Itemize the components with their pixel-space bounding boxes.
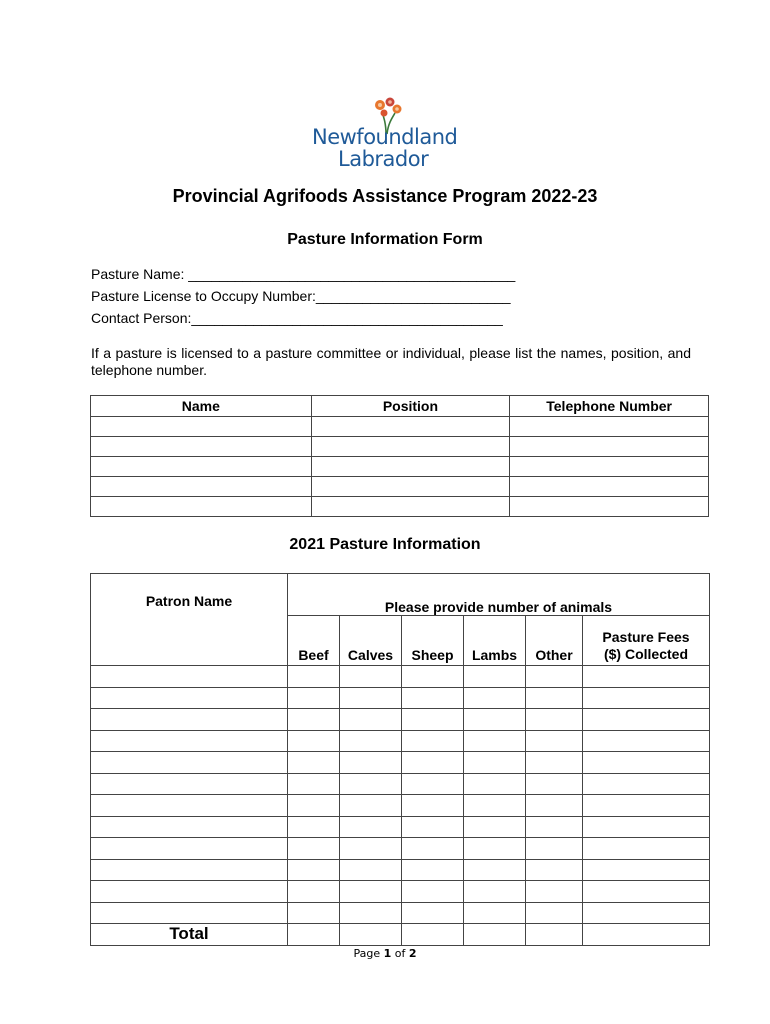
other-cell[interactable] (526, 666, 583, 688)
calves-cell[interactable] (340, 902, 402, 924)
lambs-cell[interactable] (464, 687, 526, 709)
pasture-fees-column-header (583, 616, 710, 666)
table-row (91, 687, 710, 709)
lambs-cell[interactable] (464, 902, 526, 924)
position-column-header: Position (311, 396, 510, 417)
total-other-cell[interactable] (526, 924, 583, 946)
total-label: Total (91, 924, 288, 946)
name-cell[interactable] (91, 417, 312, 437)
calves-cell[interactable] (340, 881, 402, 903)
table-row (91, 902, 710, 924)
pasture-fees-label-1: Pasture Fees (602, 629, 690, 645)
sheep-cell[interactable] (402, 838, 464, 860)
table-row (91, 881, 710, 903)
telephone-column-header: Telephone Number (510, 396, 709, 417)
telephone-cell[interactable] (510, 457, 709, 477)
form-subtitle: Pasture Information Form (287, 231, 483, 248)
newfoundland-labrador-logo (310, 96, 460, 174)
table-row (91, 437, 709, 457)
other-cell[interactable] (526, 816, 583, 838)
beef-cell[interactable] (288, 666, 340, 688)
patron-name-cell[interactable] (91, 795, 288, 817)
beef-cell[interactable] (288, 730, 340, 752)
calves-cell[interactable] (340, 752, 402, 774)
name-cell[interactable] (91, 437, 312, 457)
fees-cell[interactable] (583, 709, 710, 731)
license-number-field[interactable]: Pasture License to Occupy Number:_________________________ (91, 288, 511, 304)
lambs-cell[interactable] (464, 795, 526, 817)
table-row (91, 477, 709, 497)
patron-name-cell[interactable] (91, 730, 288, 752)
beef-cell[interactable] (288, 773, 340, 795)
fees-cell[interactable] (583, 773, 710, 795)
beef-cell[interactable] (288, 881, 340, 903)
calves-cell[interactable] (340, 838, 402, 860)
beef-cell[interactable] (288, 752, 340, 774)
calves-column-header: Calves (340, 616, 402, 666)
patron-name-cell[interactable] (91, 902, 288, 924)
contact-table-header (91, 396, 709, 417)
table-row (91, 497, 709, 517)
sheep-cell[interactable] (402, 902, 464, 924)
beef-cell[interactable] (288, 795, 340, 817)
table-row (91, 709, 710, 731)
other-cell[interactable] (526, 773, 583, 795)
instruction-text: If a pasture is licensed to a pasture committee or individual, please list the names, position, and telephone number. (91, 345, 691, 378)
fees-cell[interactable] (583, 816, 710, 838)
name-column-header: Name (91, 396, 312, 417)
fees-cell[interactable] (583, 687, 710, 709)
calves-cell[interactable] (340, 859, 402, 881)
pasture-table (90, 573, 710, 946)
patron-name-cell[interactable] (91, 816, 288, 838)
patron-name-cell[interactable] (91, 773, 288, 795)
fees-cell[interactable] (583, 730, 710, 752)
current-page: 1 (383, 947, 392, 960)
sheep-column-header: Sheep (402, 616, 464, 666)
lambs-cell[interactable] (464, 666, 526, 688)
other-cell[interactable] (526, 709, 583, 731)
calves-cell[interactable] (340, 687, 402, 709)
patron-name-cell[interactable] (91, 666, 288, 688)
calves-cell[interactable] (340, 795, 402, 817)
contact-person-field[interactable]: Contact Person:________________________________________ (91, 310, 503, 326)
table-row (91, 730, 710, 752)
lambs-cell[interactable] (464, 881, 526, 903)
other-cell[interactable] (526, 859, 583, 881)
position-cell[interactable] (311, 437, 510, 457)
beef-column-header: Beef (288, 616, 340, 666)
other-cell[interactable] (526, 687, 583, 709)
total-row (91, 924, 710, 946)
page-prefix: Page (353, 947, 384, 960)
beef-cell[interactable] (288, 709, 340, 731)
telephone-cell[interactable] (510, 437, 709, 457)
table-row (91, 838, 710, 860)
other-cell[interactable] (526, 838, 583, 860)
other-cell[interactable] (526, 730, 583, 752)
sheep-cell[interactable] (402, 881, 464, 903)
logo-line-labrador: Labrador (338, 147, 429, 171)
patron-name-cell[interactable] (91, 859, 288, 881)
sheep-cell[interactable] (402, 730, 464, 752)
patron-name-cell[interactable] (91, 709, 288, 731)
beef-cell[interactable] (288, 859, 340, 881)
sheep-cell[interactable] (402, 795, 464, 817)
sheep-cell[interactable] (402, 752, 464, 774)
table-row (91, 773, 710, 795)
telephone-cell[interactable] (510, 417, 709, 437)
other-cell[interactable] (526, 795, 583, 817)
lambs-cell[interactable] (464, 838, 526, 860)
other-cell[interactable] (526, 902, 583, 924)
patron-name-cell[interactable] (91, 687, 288, 709)
sheep-cell[interactable] (402, 666, 464, 688)
calves-cell[interactable] (340, 773, 402, 795)
lambs-cell[interactable] (464, 752, 526, 774)
table-row (91, 457, 709, 477)
position-cell[interactable] (311, 477, 510, 497)
patron-name-cell[interactable] (91, 752, 288, 774)
other-cell[interactable] (526, 881, 583, 903)
animals-header: Please provide number of animals (288, 574, 710, 616)
name-cell[interactable] (91, 457, 312, 477)
fees-cell[interactable] (583, 666, 710, 688)
lambs-cell[interactable] (464, 816, 526, 838)
name-cell[interactable] (91, 477, 312, 497)
table-row (91, 752, 710, 774)
contact-table (90, 395, 709, 517)
total-calves-cell[interactable] (340, 924, 402, 946)
sheep-cell[interactable] (402, 773, 464, 795)
patron-name-header: Patron Name (91, 574, 288, 666)
fees-cell[interactable] (583, 752, 710, 774)
page-number (0, 947, 770, 960)
table-row (91, 816, 710, 838)
page-title: Provincial Agrifoods Assistance Program 2022-23 (172, 186, 598, 206)
table-row (91, 666, 710, 688)
telephone-cell[interactable] (510, 497, 709, 517)
sheep-cell[interactable] (402, 709, 464, 731)
total-lambs-cell[interactable] (464, 924, 526, 946)
telephone-cell[interactable] (510, 477, 709, 497)
name-cell[interactable] (91, 497, 312, 517)
logo-line-newfoundland: Newfoundland (312, 125, 458, 149)
page-separator: of (391, 947, 409, 960)
lambs-cell[interactable] (464, 859, 526, 881)
table-row (91, 795, 710, 817)
pasture-body (91, 666, 710, 924)
pasture-header-row-1 (91, 574, 710, 616)
total-pages: 2 (408, 947, 417, 960)
section-title: 2021 Pasture Information (289, 536, 481, 553)
other-cell[interactable] (526, 752, 583, 774)
fees-cell[interactable] (583, 838, 710, 860)
fees-cell[interactable] (583, 859, 710, 881)
calves-cell[interactable] (340, 730, 402, 752)
lambs-cell[interactable] (464, 709, 526, 731)
total-beef-cell[interactable] (288, 924, 340, 946)
beef-cell[interactable] (288, 816, 340, 838)
patron-name-cell[interactable] (91, 838, 288, 860)
position-cell[interactable] (311, 497, 510, 517)
pasture-name-field[interactable]: Pasture Name: __________________________________________ (91, 266, 516, 282)
calves-cell[interactable] (340, 709, 402, 731)
total-fees-cell[interactable] (583, 924, 710, 946)
beef-cell[interactable] (288, 838, 340, 860)
calves-cell[interactable] (340, 816, 402, 838)
patron-name-cell[interactable] (91, 881, 288, 903)
other-column-header: Other (526, 616, 583, 666)
pasture-fees-label-2: ($) Collected (603, 646, 688, 662)
fees-cell[interactable] (583, 795, 710, 817)
fees-cell[interactable] (583, 881, 710, 903)
fees-cell[interactable] (583, 902, 710, 924)
lambs-cell[interactable] (464, 730, 526, 752)
position-cell[interactable] (311, 457, 510, 477)
table-row (91, 859, 710, 881)
calves-cell[interactable] (340, 666, 402, 688)
sheep-cell[interactable] (402, 816, 464, 838)
position-cell[interactable] (311, 417, 510, 437)
sheep-cell[interactable] (402, 859, 464, 881)
table-row (91, 417, 709, 437)
beef-cell[interactable] (288, 687, 340, 709)
lambs-column-header: Lambs (464, 616, 526, 666)
beef-cell[interactable] (288, 902, 340, 924)
sheep-cell[interactable] (402, 687, 464, 709)
total-sheep-cell[interactable] (402, 924, 464, 946)
lambs-cell[interactable] (464, 773, 526, 795)
